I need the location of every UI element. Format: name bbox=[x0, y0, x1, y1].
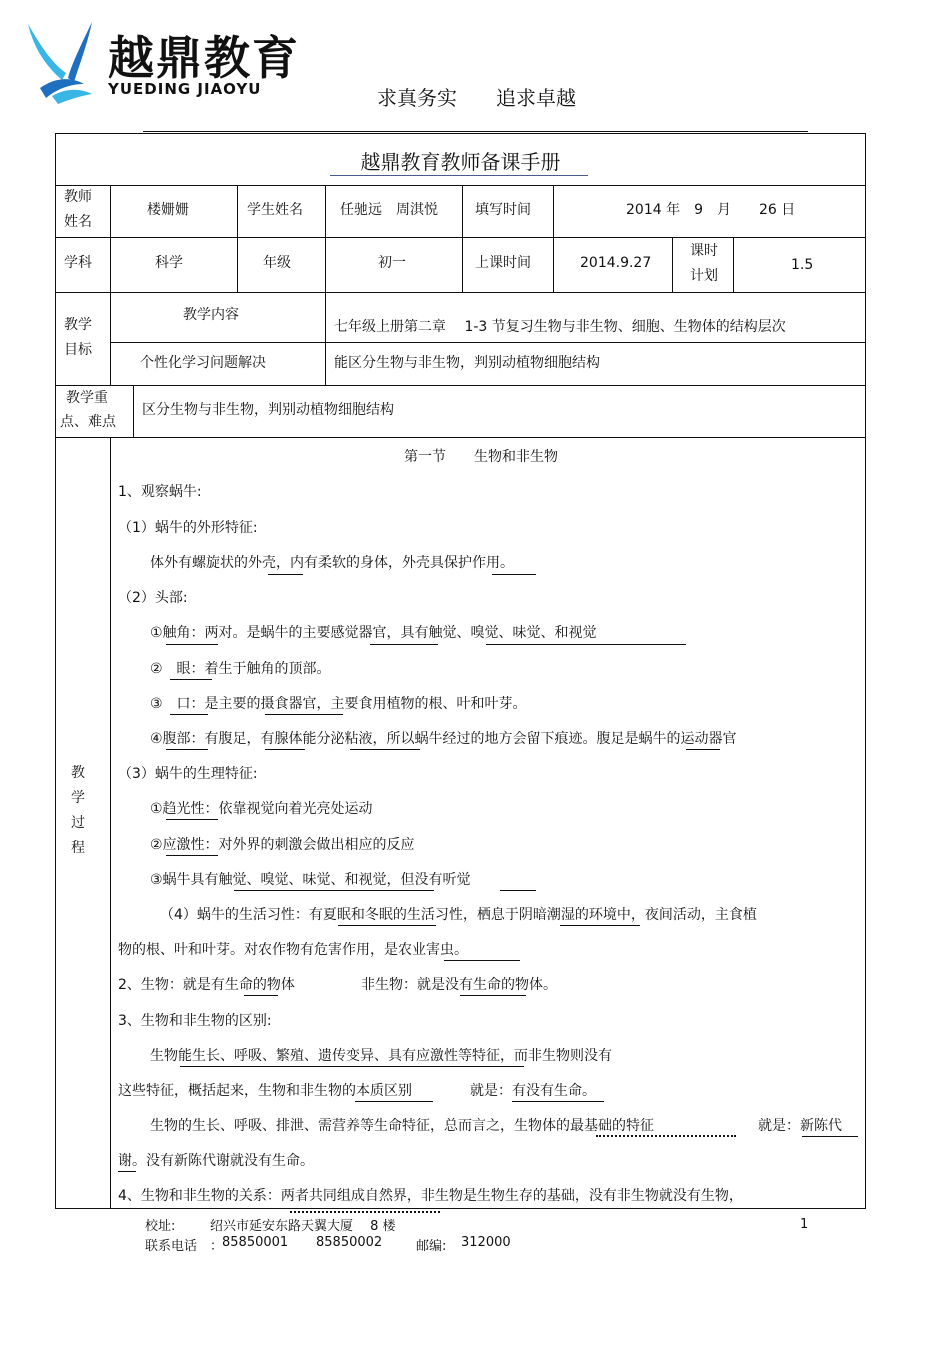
answer-underline bbox=[166, 819, 218, 820]
answer-underline bbox=[338, 925, 436, 926]
answer-underline bbox=[265, 714, 343, 715]
process-line: （3）蜗牛的生理特征: bbox=[118, 766, 258, 782]
teacher-name: 楼姗姗 bbox=[147, 202, 189, 218]
hours-label-2: 计划 bbox=[690, 268, 718, 284]
col-divider bbox=[237, 185, 238, 237]
row-divider bbox=[55, 437, 866, 438]
answer-underline bbox=[166, 749, 208, 750]
answer-underline bbox=[265, 749, 305, 750]
answer-underline bbox=[370, 644, 438, 645]
answer-underline bbox=[355, 1101, 433, 1102]
class-time-label: 上课时间 bbox=[475, 255, 531, 271]
col-divider bbox=[672, 237, 673, 292]
brand-name-cn: 越鼎教育 bbox=[108, 31, 300, 85]
process-line: 生物的生长、呼吸、排泄、需营养等生命特征，总而言之，生物体的最基础的特征 bbox=[150, 1118, 654, 1134]
col-divider bbox=[325, 185, 326, 385]
form-title: 越鼎教育教师备课手册 bbox=[360, 150, 561, 174]
personal-label: 个性化学习问题解决 bbox=[140, 355, 266, 371]
answer-underline bbox=[500, 890, 536, 891]
answer-underline bbox=[486, 644, 686, 645]
row-divider bbox=[55, 237, 866, 238]
col-divider bbox=[110, 437, 111, 1209]
answer-underline bbox=[170, 679, 212, 680]
logo-mark-icon bbox=[22, 18, 112, 108]
answer-underline bbox=[512, 1101, 604, 1102]
process-line: 就是：有没有生命。 bbox=[470, 1083, 596, 1099]
answer-underline bbox=[560, 925, 640, 926]
process-line: 1、观察蜗牛: bbox=[118, 484, 202, 500]
answer-underline bbox=[802, 1136, 858, 1137]
goal-label-2: 目标 bbox=[64, 342, 92, 358]
fill-time-label: 填写时间 bbox=[475, 202, 531, 218]
process-line: 就是：新陈代 bbox=[758, 1118, 842, 1134]
phone-1: 85850001 bbox=[222, 1235, 289, 1250]
col-divider bbox=[133, 385, 134, 437]
motto-2: 追求卓越 bbox=[496, 86, 576, 110]
answer-underline bbox=[170, 714, 208, 715]
col-divider bbox=[462, 185, 463, 292]
process-line: 这些特征，概括起来，生物和非生物的本质区别 bbox=[118, 1083, 412, 1099]
brand-name-en: YUEDING JIAOYU bbox=[108, 80, 262, 98]
process-line: 非生物：就是没有生命的物体。 bbox=[361, 977, 557, 993]
subject-label: 学科 bbox=[64, 255, 92, 271]
title-underline bbox=[330, 175, 588, 176]
process-line: 4、生物和非生物的关系：两者共同组成自然界，非生物是生物生存的基础，没有非生物就没有生物， bbox=[118, 1188, 743, 1204]
answer-underline bbox=[166, 855, 218, 856]
answer-underline bbox=[166, 644, 218, 645]
process-line: 物的根、叶和叶芽。对农作物有危害作用，是农业害虫。 bbox=[118, 942, 468, 958]
process-line: ③蜗牛具有触觉、嗅觉、味觉、和视觉，但没有听觉 bbox=[150, 872, 471, 888]
answer-underline bbox=[350, 749, 420, 750]
row-divider bbox=[55, 292, 866, 293]
grade-value: 初一 bbox=[378, 255, 406, 271]
student-names: 任驰远 周淇悦 bbox=[340, 202, 438, 218]
process-line: ①触角：两对。是蜗牛的主要感觉器官，具有触觉、嗅觉、味觉、和视觉 bbox=[150, 625, 597, 641]
answer-underline bbox=[244, 995, 278, 996]
process-label-char: 程 bbox=[71, 840, 85, 856]
process-label-char: 教 bbox=[71, 765, 85, 781]
class-time-value: 2014.9.27 bbox=[580, 255, 652, 271]
header-rule bbox=[143, 131, 808, 132]
col-divider bbox=[237, 237, 238, 292]
emphasis-dots bbox=[290, 1211, 440, 1213]
personal-value: 能区分生物与非生物，判别动植物细胞结构 bbox=[334, 355, 600, 371]
answer-underline bbox=[460, 995, 526, 996]
row-divider bbox=[55, 385, 866, 386]
hours-value: 1.5 bbox=[791, 257, 814, 273]
answer-underline bbox=[686, 749, 720, 750]
process-line: ②应激性：对外界的刺激会做出相应的反应 bbox=[150, 837, 415, 853]
teacher-label-2: 姓名 bbox=[64, 214, 92, 230]
process-line: 生物能生长、呼吸、繁殖、遗传变异、具有应激性等特征，而非生物则没有 bbox=[150, 1048, 612, 1064]
process-line: （2）头部: bbox=[118, 590, 188, 606]
process-line: 2、生物：就是有生命的物体 bbox=[118, 977, 295, 993]
zip-code: 312000 bbox=[461, 1235, 511, 1250]
emphasis-dots bbox=[596, 1135, 736, 1137]
answer-underline bbox=[268, 574, 303, 575]
key-label: 教学重 bbox=[66, 390, 108, 406]
process-line: ② 眼：着生于触角的顶部。 bbox=[150, 661, 331, 677]
answer-underline bbox=[492, 574, 536, 575]
phone-2: 85850002 bbox=[316, 1235, 383, 1250]
process-line: ①趋光性：依靠视觉向着光亮处运动 bbox=[150, 801, 373, 817]
process-line: （4）蜗牛的生活习性：有夏眠和冬眠的生活习性，栖息于阴暗潮湿的环境中，夜间活动，主食植 bbox=[160, 907, 757, 923]
answer-underline bbox=[234, 890, 434, 891]
process-label-char: 学 bbox=[71, 790, 85, 806]
content-value: 七年级上册第二章 1-3 节复习生物与非生物、细胞、生物体的结构层次 bbox=[334, 319, 786, 335]
process-line: 3、生物和非生物的区别: bbox=[118, 1013, 272, 1029]
phone-label: 联系电话 ： bbox=[145, 1239, 224, 1254]
row-divider bbox=[55, 185, 866, 186]
address: 绍兴市延安东路天翼大厦 8 楼 bbox=[210, 1219, 396, 1234]
process-line: 谢。没有新陈代谢就没有生命。 bbox=[118, 1153, 314, 1169]
content-label: 教学内容 bbox=[183, 307, 239, 323]
row-divider bbox=[110, 342, 866, 343]
address-label: 校址: bbox=[145, 1219, 176, 1234]
key-value: 区分生物与非生物，判别动植物细胞结构 bbox=[142, 402, 394, 418]
key-label-2: 点、难点 bbox=[60, 414, 116, 430]
goal-label: 教学 bbox=[64, 317, 92, 333]
process-line: ③ 口：是主要的摄食器官，主要食用植物的根、叶和叶芽。 bbox=[150, 696, 527, 712]
hours-label: 课时 bbox=[690, 243, 718, 259]
col-divider bbox=[733, 237, 734, 292]
motto-1: 求真务实 bbox=[377, 86, 457, 110]
col-divider bbox=[553, 185, 554, 292]
subject-value: 科学 bbox=[155, 255, 183, 271]
process-line: 体外有螺旋状的外壳，内有柔软的身体，外壳具保护作用。 bbox=[150, 555, 514, 571]
col-divider bbox=[110, 185, 111, 385]
answer-underline bbox=[118, 1171, 136, 1172]
page-number: 1 bbox=[800, 1217, 809, 1232]
student-label: 学生姓名 bbox=[247, 202, 303, 218]
zip-label: 邮编: bbox=[416, 1239, 447, 1254]
process-line: ④腹部：有腹足，有腺体能分泌粘液，所以蜗牛经过的地方会留下痕迹。腹足是蜗牛的运动器官 bbox=[150, 731, 737, 747]
process-label-char: 过 bbox=[71, 815, 85, 831]
answer-underline bbox=[180, 1066, 524, 1067]
fill-date: 2014 年 9 月 26 日 bbox=[626, 202, 796, 218]
teacher-label: 教师 bbox=[64, 189, 92, 205]
answer-underline bbox=[444, 960, 520, 961]
section-title: 第一节 生物和非生物 bbox=[404, 449, 558, 465]
process-line: （1）蜗牛的外形特征: bbox=[118, 520, 258, 536]
grade-label: 年级 bbox=[263, 255, 291, 271]
